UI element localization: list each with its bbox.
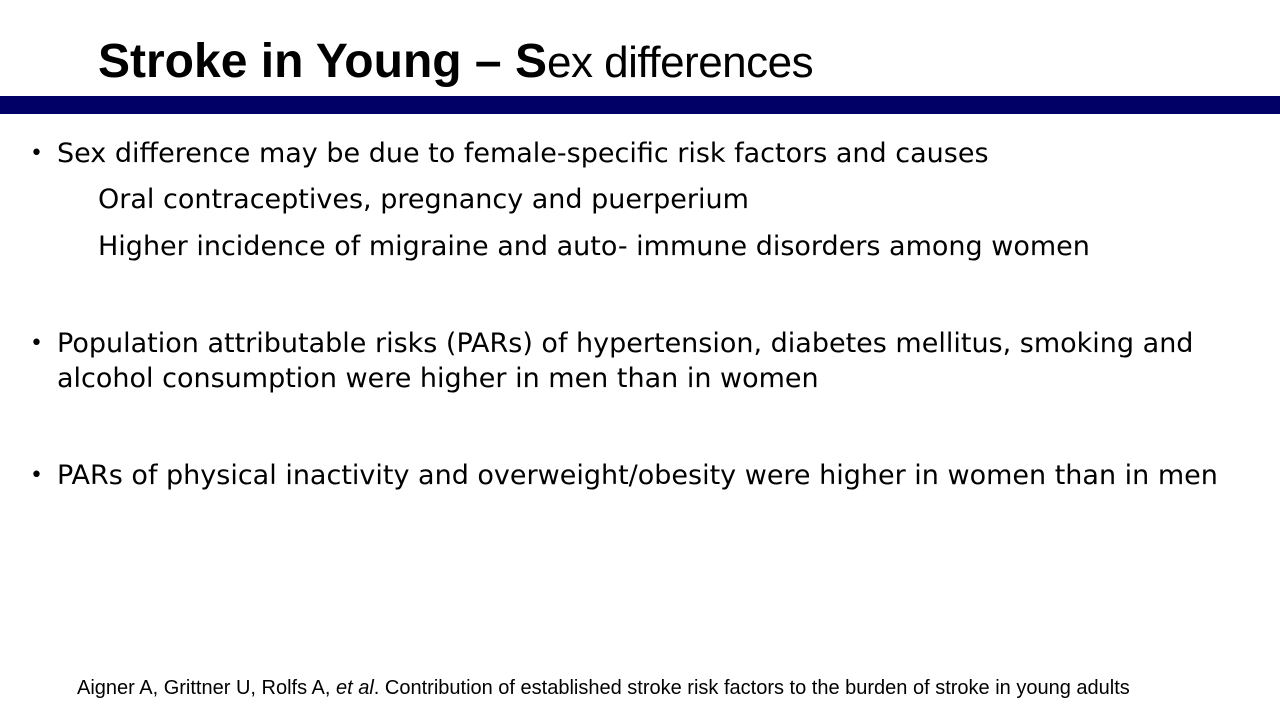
bullet-item-3 [30,458,1270,493]
citation-authors: Aigner A, Grittner U, Rolfs A, [77,677,336,699]
bullet-icon: • [30,141,43,166]
sub-item-2: Higher incidence of migraine and auto- immune disorders among women [98,231,1090,262]
bullet-text: Sex difference may be due to female-specific risk factors and causes [57,138,989,169]
slide-title [98,30,813,95]
bullet-icon: • [30,463,43,488]
title-underline-bar [0,96,1280,114]
sub-item-1: Oral contraceptives, pregnancy and puerperium [98,184,749,215]
slide-title-normal: ex differences [546,38,814,87]
bullet-item-1 [30,136,1270,171]
citation-title: . Contribution of established stroke risk factors to the burden of stroke in young adults [373,677,1130,699]
bullet-item-2 [30,326,1270,396]
slide-title-bold: Stroke in Young – S [98,35,547,88]
citation [77,674,1130,702]
bullet-text: Population attributable risks (PARs) of hypertension, diabetes mellitus, smoking and alcohol consumption were higher in men than in women [57,328,1194,394]
bullet-text: PARs of physical inactivity and overweight/obesity were higher in women than in men [57,460,1218,491]
citation-et-al: et al [335,677,374,699]
bullet-icon: • [30,331,43,356]
